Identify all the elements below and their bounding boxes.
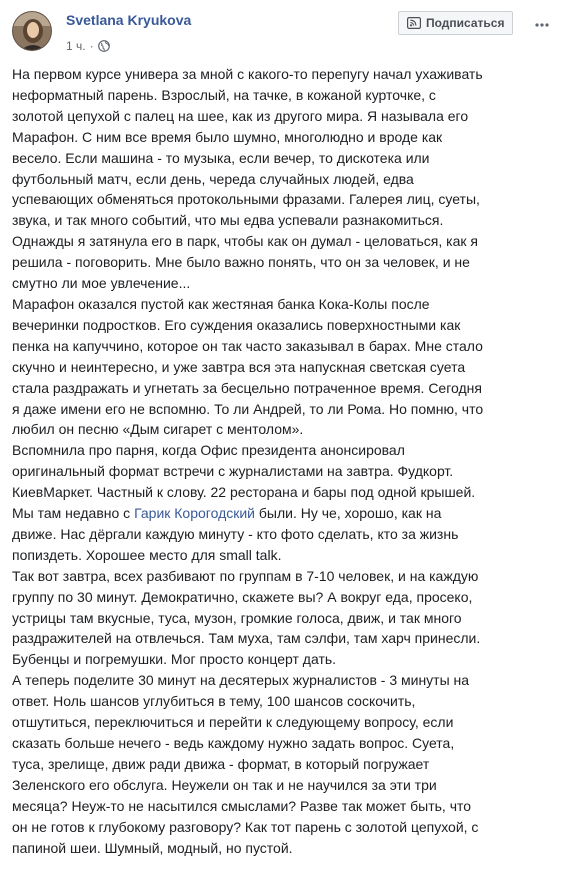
post-text-line: Так вот завтра, всех разбивают по группам в 7-10 человек, и на каждую <box>12 567 479 584</box>
globe-icon[interactable] <box>98 40 110 52</box>
post-text-line <box>12 503 552 524</box>
post-meta <box>66 38 110 54</box>
profile-mention-link[interactable]: Гарик Корогодский <box>134 505 256 522</box>
post-text-line: вечеринки подростков. Его суждения оказались поверхностными как <box>12 316 461 333</box>
post-text-line: отшутиться, переключиться и перейти к следующему вопросу, если <box>12 714 454 731</box>
post-text-line: устрицы там вкусные, туса, музон, громкие голоса, движ, и так много <box>12 609 462 626</box>
subscribe-button[interactable] <box>398 11 513 35</box>
post-text-line: Однажды я затянула его в парк, чтобы как он думал - целоваться, как я <box>12 233 478 250</box>
post-text-line: Марафон. С ним все время было шумно, многолюдно и вроде как <box>12 128 443 145</box>
subscribe-label: Подписаться <box>426 16 505 30</box>
text-segment: Мы там недавно с <box>12 505 135 522</box>
post-text-line: он не готов к глубокому разговору? Как тот парень с золотой цепухой, с <box>12 818 479 835</box>
author-avatar[interactable] <box>12 11 52 51</box>
post-text-line: месяца? Неуж-то не насытился смыслами? Разве так может быть, что <box>12 797 472 814</box>
post-text-line: Бубенцы и погремушки. Мог просто концерт дать. <box>12 651 337 668</box>
post-text-line: я даже имени его не вспомню. То ли Андрей, то ли Рома. Но помню, что <box>12 400 484 417</box>
post-text-line: смутно ли мое увлечение... <box>12 275 191 292</box>
post-text-line: туса, зрелище, движ ради движа - формат, в который погружает <box>12 755 430 772</box>
post-text-line: решила - поговорить. Мне было важно понять, что он за человек, и не <box>12 254 470 271</box>
post-text-line: группу по 30 минут. Демократично, скажете вы? А вокруг еда, просеко, <box>12 588 473 605</box>
post-text-line: КиевМаркет. Частный к слову. 22 ресторана и бары под одной крышей. <box>12 484 476 501</box>
post-text-line: успевающих обменяться протокольными фразами. Галерея лиц, суеты, <box>12 191 480 208</box>
rss-feed-icon <box>407 17 421 29</box>
post-text-line: весело. Если машина - то музыка, если вечер, то дискотека или <box>12 149 430 166</box>
post-text-line: На первом курсе универа за мной с какого-то перепугу начал ухаживать <box>12 66 483 82</box>
post-text-line: звука, и так много событий, что мы едва успевали разнакомиться. <box>12 212 444 229</box>
post-text-line: стала раздражать и угнетать за бесцельно потраченное время. Сегодня <box>12 379 482 396</box>
post-text-line: попиздеть. Хорошее место для small talk. <box>12 546 282 563</box>
post-text-line: раздражителей на отвлечься. Там муха, там сэлфи, там харч принесли. <box>12 630 481 647</box>
post-text-line: Вспомнила про парня, когда Офис президента анонсировал <box>12 442 405 459</box>
post-text-line: папиной шеи. Шумный, модный, но пустой. <box>12 839 293 856</box>
post-text-line: сказать больше нечего - ведь каждому нужно задать вопрос. Суета, <box>12 735 455 751</box>
post-text-line: любил он песню «Дым сигарет с ментолом». <box>12 421 304 438</box>
author-name[interactable]: Svetlana Kryukova <box>66 12 192 28</box>
text-segment: были. Ну че, хорошо, как на <box>255 505 442 522</box>
post-text-line: движе. Нас дёргали каждую минуту - кто фото сделать, кто за жизнь <box>12 525 459 542</box>
post-text-line: футбольный матч, если день, череда случайных людей, едва <box>12 170 414 187</box>
post-text-line: пенка на капуччино, которое он так часто заказывал в барах. Мне стало <box>12 337 483 354</box>
post-timestamp[interactable]: 1 ч. <box>66 39 86 53</box>
post-text-line: ответ. Ноль шансов углубиться в тему, 100 шансов соскочить, <box>12 693 416 710</box>
post-text-line: А теперь поделите 30 минут на десятерых журналистов - 3 минуты на <box>12 672 470 689</box>
meta-separator: · <box>89 39 94 53</box>
more-options-button[interactable] <box>532 11 552 35</box>
post-text <box>12 64 552 858</box>
post-text-line: Марафон оказался пустой как жестяная банка Кока-Колы после <box>12 295 430 312</box>
post-text-line: неформатный парень. Взрослый, на тачке, в кожаной курточке, с <box>12 86 436 103</box>
post-text-line: золотой цепухой с палец на шее, как из другого мира. Я называла его <box>12 107 469 124</box>
post-text-line: оригинальный формат встречи с журналистами на завтра. Фудкорт. <box>12 463 454 480</box>
post-header <box>0 0 561 60</box>
more-dots-icon <box>535 14 549 32</box>
post-text-line: Зеленского его обслуга. Неужели он так и не научился за эти три <box>12 776 437 793</box>
avatar-photo <box>13 12 52 51</box>
post-text-line: скучно и неинтересно, и уже завтра вся эта напускная светская суета <box>12 358 466 375</box>
